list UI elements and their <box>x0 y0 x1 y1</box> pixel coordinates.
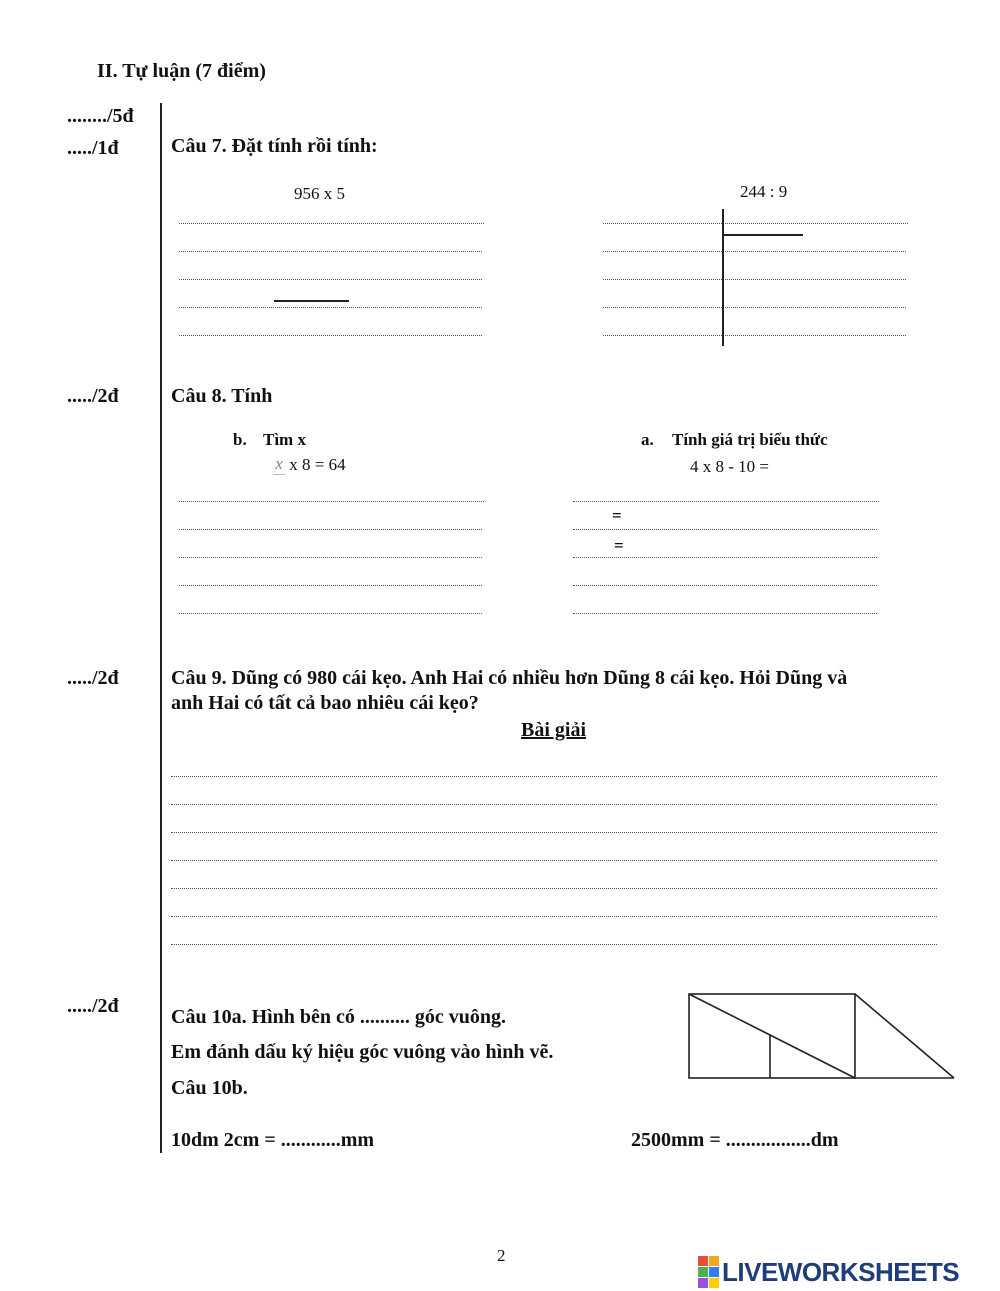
q7-title: Câu 7. Đặt tính rồi tính: <box>171 135 378 157</box>
equals-sign: = <box>614 536 624 555</box>
section-title: II. Tự luận (7 điểm) <box>97 60 266 82</box>
answer-line[interactable] <box>573 529 877 530</box>
answer-line[interactable] <box>171 944 937 945</box>
q8-part-a-expression: 4 x 8 - 10 = <box>690 457 769 476</box>
answer-line[interactable] <box>179 529 482 530</box>
equals-sign: = <box>612 506 622 525</box>
q10-conversion-left: 10dm 2cm = ............mm <box>171 1129 375 1151</box>
liveworksheets-logo <box>698 1256 959 1288</box>
answer-line[interactable] <box>179 335 482 336</box>
q9-solution-heading: Bài giải <box>521 719 587 741</box>
answer-line[interactable] <box>573 585 877 586</box>
answer-line[interactable] <box>603 307 906 308</box>
answer-line[interactable] <box>179 223 484 224</box>
score-q10: ...../2đ <box>67 995 119 1017</box>
division-vertical-bar <box>722 209 724 346</box>
q8-part-b-label: b. <box>233 430 247 449</box>
answer-line[interactable] <box>171 860 937 861</box>
page-number: 2 <box>497 1246 506 1265</box>
answer-line[interactable] <box>179 613 482 614</box>
answer-line[interactable] <box>573 557 877 558</box>
logo-icon <box>698 1256 719 1288</box>
answer-line[interactable] <box>179 251 482 252</box>
q8-part-a-title: Tính giá trị biểu thức <box>672 430 828 449</box>
answer-line[interactable] <box>179 501 484 502</box>
figure-diagonal <box>689 994 855 1078</box>
q10-line-a2: Em đánh dấu ký hiệu góc vuông vào hình vẽ. <box>171 1041 554 1063</box>
answer-line[interactable] <box>573 613 877 614</box>
q10-line-b: Câu 10b. <box>171 1077 248 1099</box>
answer-line[interactable] <box>603 279 906 280</box>
q8-part-b-expr-rest: x 8 = 64 <box>289 455 346 474</box>
answer-line[interactable] <box>179 307 482 308</box>
answer-line[interactable] <box>179 279 482 280</box>
answer-line[interactable] <box>573 501 879 502</box>
answer-line[interactable] <box>603 223 908 224</box>
q10-line-a: Câu 10a. Hình bên có .......... góc vuông. <box>171 1006 507 1028</box>
answer-line[interactable] <box>603 251 906 252</box>
x-input-box[interactable]: x <box>273 454 285 475</box>
answer-line[interactable] <box>171 888 937 889</box>
score-total: ......../5đ <box>67 105 134 127</box>
score-q8: ...../2đ <box>67 385 119 407</box>
division-horizontal-bar <box>723 234 803 236</box>
q7-expr-divide: 244 : 9 <box>740 182 788 201</box>
score-q7: ...../1đ <box>67 137 119 159</box>
multiplication-bar <box>274 300 349 302</box>
figure-triangle-slant <box>855 994 954 1078</box>
q9-line-2: anh Hai có tất cả bao nhiêu cái kẹo? <box>171 692 479 714</box>
answer-line[interactable] <box>171 804 937 805</box>
answer-line[interactable] <box>171 916 937 917</box>
q8-title: Câu 8. Tính <box>171 385 273 407</box>
answer-line[interactable] <box>171 832 937 833</box>
geometry-figure <box>680 985 965 1090</box>
answer-line[interactable] <box>179 557 482 558</box>
answer-line[interactable] <box>171 776 937 777</box>
q10-conversion-right: 2500mm = .................dm <box>631 1129 839 1151</box>
q7-expr-multiply: 956 x 5 <box>294 184 345 203</box>
margin-line <box>160 103 162 1153</box>
answer-line[interactable] <box>603 335 906 336</box>
q8-part-b-expression <box>273 454 346 475</box>
score-q9: ...../2đ <box>67 667 119 689</box>
q9-line-1: Câu 9. Dũng có 980 cái kẹo. Anh Hai có nhiều hơn Dũng 8 cái kẹo. Hỏi Dũng và <box>171 667 848 689</box>
brand-name: LIVEWORKSHEETS <box>722 1256 960 1287</box>
q8-part-a-label: a. <box>641 430 654 449</box>
answer-line[interactable] <box>179 585 482 586</box>
q8-part-b-title: Tìm x <box>263 430 306 449</box>
